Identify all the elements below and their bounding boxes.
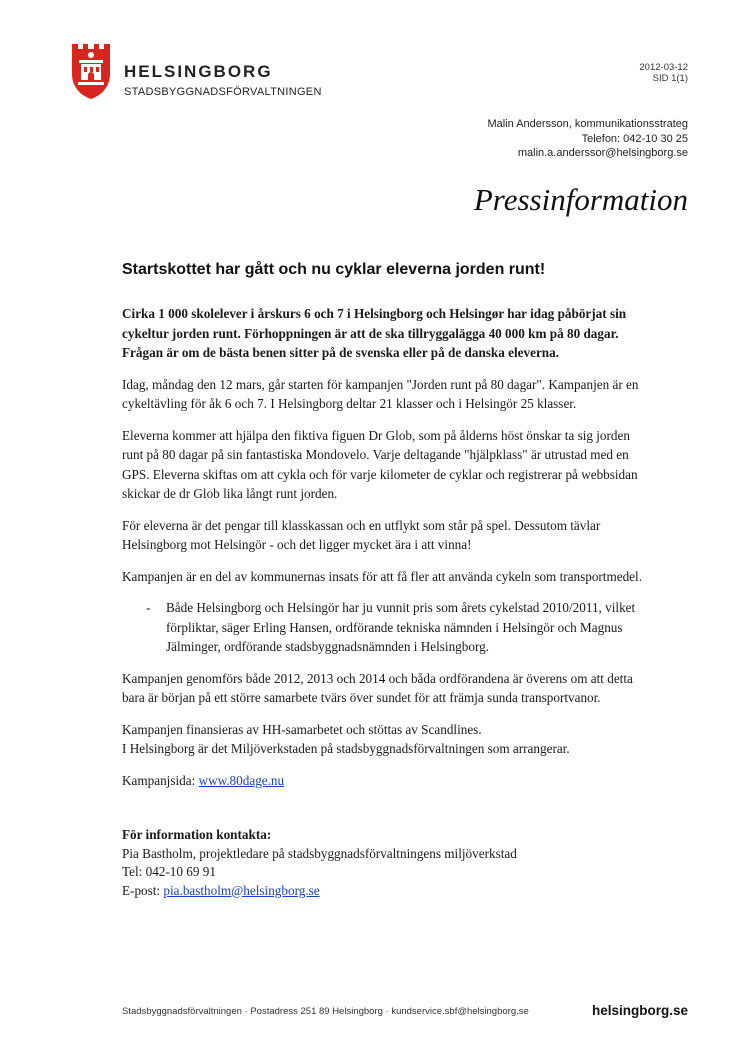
lead-paragraph: Cirka 1 000 skolelever i årskurs 6 och 7 i Helsingborg och Helsingør har idag påbörjat sin cykeltur jorden runt. Förhoppningen är att de ska tillryggalägga 40 000 km på 80 dagar. Frågan är om de bästa benen sitter på de svenska eller på de danska eleverna. bbox=[122, 306, 627, 360]
body-paragraph bbox=[122, 720, 642, 759]
bullet-item bbox=[122, 598, 642, 657]
info-contact-block bbox=[122, 826, 517, 900]
campaign-link[interactable]: www.80dage.nu bbox=[198, 772, 285, 788]
body-paragraph: Idag, måndag den 12 mars, går starten för kampanjen "Jorden runt på 80 dagar". Kampanjen är en cykeltävling för åk 6 och 7. I Helsingborg deltar 21 klasser och i Helsingör 25 klasser. bbox=[122, 376, 639, 411]
info-tel: Tel: 042-10 69 91 bbox=[122, 864, 216, 879]
info-label: För information kontakta: bbox=[122, 827, 272, 842]
contact-phone: Telefon: 042-10 30 25 bbox=[581, 132, 688, 145]
document-type-title: Pressinformation bbox=[473, 182, 688, 217]
footer-site: helsingborg.se bbox=[591, 1003, 688, 1018]
page-number: SID 1(1) bbox=[652, 73, 688, 84]
press-headline: Startskottet har gått och nu cyklar eleverna jorden runt! bbox=[122, 261, 546, 278]
contact-email: malin.a.anderssor@helsingborg.se bbox=[517, 147, 688, 159]
press-body bbox=[122, 304, 642, 802]
funding-line: Kampanjen finansieras av HH-samarbetet och stöttas av Scandlines. bbox=[122, 721, 482, 737]
info-email-label: E-post: bbox=[122, 882, 164, 898]
contact-name-role: Malin Andersson, kommunikationsstrateg bbox=[487, 118, 688, 130]
bullet-text: Både Helsingborg och Helsingör har ju vunnit pris som årets cykelstad 2010/2011, vilket förpliktar, säger Erling Hansen, ordförande tekniska nämnden i Helsingör och Magnus Jälminger, ordförande stadsbyggnadsnämnden i Helsingborg. bbox=[166, 600, 636, 654]
bullet-dash: - bbox=[146, 600, 151, 615]
helsingborg-crest-logo bbox=[70, 42, 112, 100]
organizer-line: I Helsingborg är det Miljöverkstaden på stadsbyggnadsförvaltningen som arrangerar. bbox=[122, 741, 570, 756]
info-person: Pia Bastholm, projektledare på stadsbyggnadsförvaltningens miljöverkstad bbox=[122, 845, 517, 861]
campaign-label: Kampanjsida: bbox=[122, 772, 199, 788]
organization-name: HELSINGBORG bbox=[124, 62, 273, 81]
body-paragraph: Kampanjen är en del av kommunernas insats för att få fler att använda cykeln som transportmedel. bbox=[122, 568, 642, 584]
info-email-link[interactable]: pia.bastholm@helsingborg.se bbox=[163, 882, 320, 898]
contact-block bbox=[487, 117, 688, 161]
info-email-line bbox=[122, 882, 517, 901]
body-paragraph: Eleverna kommer att hjälpa den fiktiva figuen Dr Glob, som på ålderns höst önskar ta sig jorden runt på 80 dagar på sin fantastiska Mondovelo. Varje deltagande "hjälpklass" är utrustad med en GPS. Eleverna skiftas om att cykla och för varje kilometer de cyklar och registrerar på webbsidan skickar de dr Glob lika långt runt jorden. bbox=[122, 427, 638, 501]
campaign-line bbox=[122, 771, 642, 791]
footer-address: Stadsbyggnadsförvaltningen · Postadress 251 89 Helsingborg · kundservice.sbf@helsingborg.se bbox=[122, 1006, 529, 1017]
department-name: STADSBYGGNADSFÖRVALTNINGEN bbox=[124, 86, 322, 98]
body-paragraph: För eleverna är det pengar till klasskassan och en utflykt som står på spel. Dessutom tävlar Helsingborg mot Helsingör - och det ligger mycket ära i att vinna! bbox=[122, 517, 601, 552]
document-date: 2012-03-12 bbox=[639, 62, 688, 73]
body-paragraph: Kampanjen genomförs både 2012, 2013 och 2014 och båda ordförandena är överens om att detta bara är början på ett större samarbete tvärs över sundet för att främja sunda transportvanor. bbox=[122, 670, 633, 705]
document-meta bbox=[639, 62, 688, 84]
